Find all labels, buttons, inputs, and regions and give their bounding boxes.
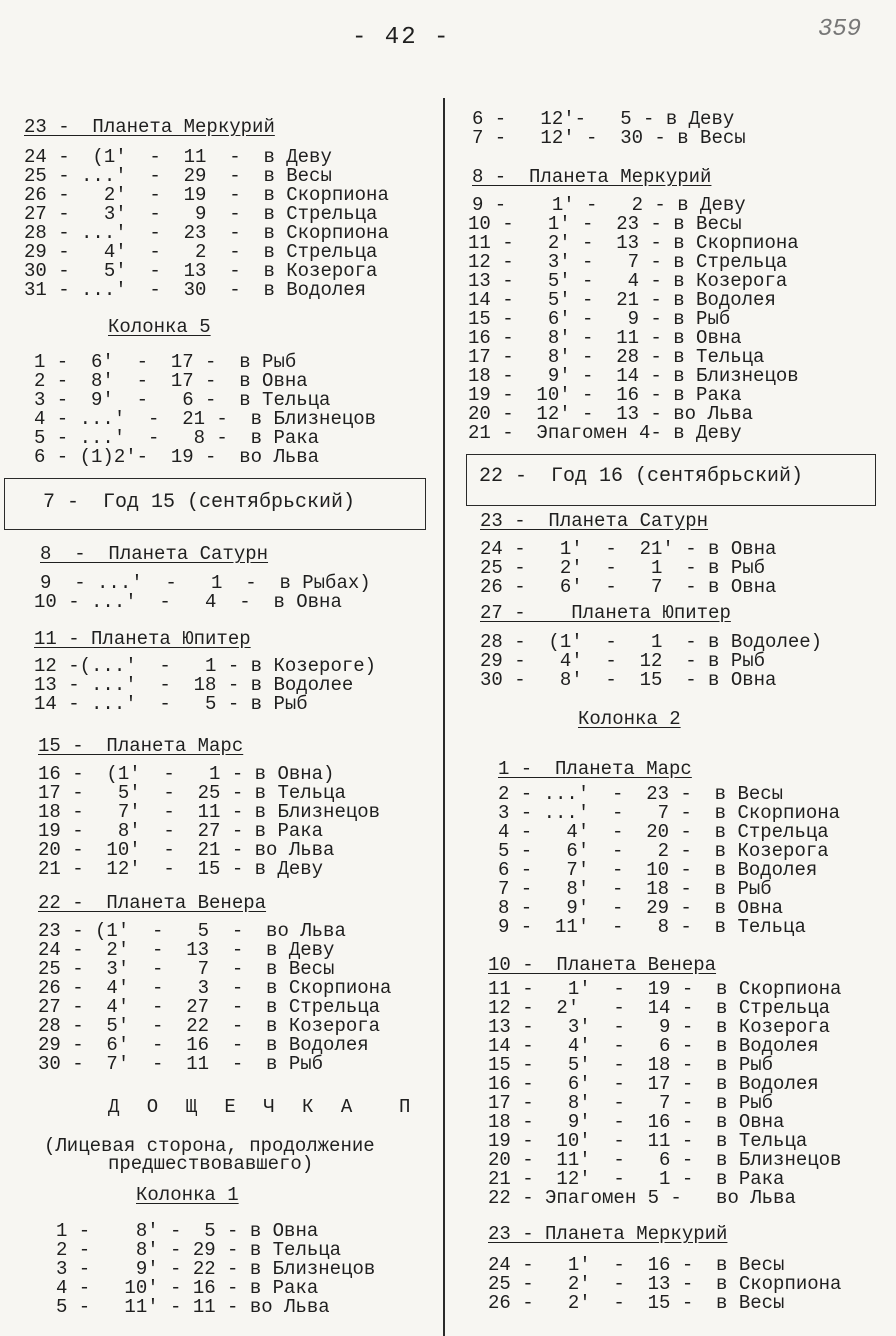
- right-row: 23 - Планета Меркурий: [488, 1223, 728, 1245]
- left-row: 28 - ...' - 23 - в Скорпиона: [24, 222, 389, 244]
- right-row: 2 - ...' - 23 - в Весы: [498, 783, 784, 805]
- page-number: - 42 -: [352, 24, 451, 51]
- left-row: 12 -(...' - 1 - в Козероге): [34, 655, 377, 677]
- right-row: 17 - 8' - 7 - в Рыб: [488, 1092, 774, 1114]
- left-row: 19 - 8' - 27 - в Рака: [38, 820, 324, 842]
- right-row: 13 - 5' - 4 - в Козерога: [468, 270, 788, 292]
- left-row: 18 - 7' - 11 - в Близнецов: [38, 801, 381, 823]
- right-row: 17 - 8' - 28 - в Тельца: [468, 346, 765, 368]
- column-heading: Колонка 2: [578, 708, 681, 730]
- right-row: 24 - 1' - 16 - в Весы: [488, 1254, 785, 1276]
- right-row: 7 - 8' - 18 - в Рыб: [498, 878, 772, 900]
- left-row: 25 - 3' - 7 - в Весы: [38, 958, 335, 980]
- right-row: 30 - 8' - 15 - в Овна: [480, 669, 777, 691]
- right-row: 6 - 7' - 10 - в Водолея: [498, 859, 818, 881]
- right-row: 16 - 8' - 11 - в Овна: [468, 327, 742, 349]
- left-row: 31 - ...' - 30 - в Водолея: [24, 279, 367, 301]
- right-row: 9 - 1' - 2 - в Деву: [472, 194, 746, 216]
- right-row: 22 - Эпагомен 5 - во Льва: [488, 1187, 796, 1209]
- right-row: 5 - 6' - 2 - в Козерога: [498, 840, 829, 862]
- right-row: 18 - 9' - 14 - в Близнецов: [468, 365, 799, 387]
- right-row: 26 - 2' - 15 - в Весы: [488, 1292, 785, 1314]
- right-row: 8 - 9' - 29 - в Овна: [498, 897, 784, 919]
- column-heading: Колонка 1: [136, 1184, 239, 1206]
- section-subtitle: (Лицевая сторона, продолжение: [44, 1135, 375, 1157]
- right-row: 21 - 12' - 1 - в Рака: [488, 1168, 785, 1190]
- left-row: 13 - ...' - 18 - в Водолее: [34, 674, 354, 696]
- year-box: [466, 454, 876, 506]
- left-row: 23 - (1' - 5 - во Льва: [38, 920, 346, 942]
- left-row: 2 - 8' - 17 - в Овна: [34, 370, 308, 392]
- right-row: 16 - 6' - 17 - в Водолея: [488, 1073, 819, 1095]
- left-row: 9 - ...' - 1 - в Рыбах): [40, 572, 371, 594]
- right-row: 3 - ...' - 7 - в Скорпиона: [498, 802, 841, 824]
- right-row: 6 - 12'- 5 - в Деву: [472, 108, 735, 130]
- left-row: 8 - Планета Сатурн: [40, 543, 269, 565]
- right-row: 11 - 1' - 19 - в Скорпиона: [488, 978, 842, 1000]
- left-row: 25 - ...' - 29 - в Весы: [24, 165, 332, 187]
- right-row: 26 - 6' - 7 - в Овна: [480, 576, 777, 598]
- right-row: 13 - 3' - 9 - в Козерога: [488, 1016, 831, 1038]
- left-row: 23 - Планета Меркурий: [24, 116, 275, 138]
- left-row: 11 - Планета Юпитер: [34, 628, 251, 650]
- left-row: 15 - Планета Марс: [38, 735, 244, 757]
- left-row: 3 - 9' - 6 - в Тельца: [34, 389, 331, 411]
- left-row: 24 - (1' - 11 - в Деву: [24, 146, 332, 168]
- right-row: 18 - 9' - 16 - в Овна: [488, 1111, 785, 1133]
- left-row: 29 - 4' - 2 - в Стрельца: [24, 241, 378, 263]
- right-row: 10 - Планета Венера: [488, 954, 717, 976]
- year-box-label: 22 - Год 16 (сентябрьский): [479, 465, 804, 488]
- year-box-label: 7 - Год 15 (сентябрьский): [43, 491, 356, 514]
- right-row: 4 - 4' - 20 - в Стрельца: [498, 821, 829, 843]
- left-row: 16 - (1' - 1 - в Овна): [38, 763, 335, 785]
- left-row: 4 - 10' - 16 - в Рака: [56, 1277, 319, 1299]
- left-row: 6 - (1)2'- 19 - во Льва: [34, 446, 320, 468]
- right-row: 19 - 10' - 16 - в Рака: [468, 384, 742, 406]
- right-row: 25 - 2' - 13 - в Скорпиона: [488, 1273, 842, 1295]
- right-row: 23 - Планета Сатурн: [480, 510, 709, 532]
- right-row: 21 - Эпагомен 4- в Деву: [468, 422, 742, 444]
- left-row: 2 - 8' - 29 - в Тельца: [56, 1239, 342, 1261]
- right-row: 10 - 1' - 23 - в Весы: [468, 213, 742, 235]
- right-row: 15 - 6' - 9 - в Рыб: [468, 308, 731, 330]
- right-row: 28 - (1' - 1 - в Водолее): [480, 631, 823, 653]
- left-row: 1 - 6' - 17 - в Рыб: [34, 351, 297, 373]
- column-divider: [443, 98, 445, 1336]
- left-row: 14 - ...' - 5 - в Рыб: [34, 693, 308, 715]
- left-row: 17 - 5' - 25 - в Тельца: [38, 782, 346, 804]
- left-row: 21 - 12' - 15 - в Деву: [38, 858, 324, 880]
- left-row: 3 - 9' - 22 - в Близнецов: [56, 1258, 376, 1280]
- left-row: 5 - 11' - 11 - во Льва: [56, 1296, 330, 1318]
- year-box: [4, 478, 426, 530]
- right-row: 15 - 5' - 18 - в Рыб: [488, 1054, 774, 1076]
- left-row: 10 - ...' - 4 - в Овна: [34, 591, 342, 613]
- left-row: 26 - 2' - 19 - в Скорпиона: [24, 184, 389, 206]
- right-row: 11 - 2' - 13 - в Скорпиона: [468, 232, 799, 254]
- right-row: 25 - 2' - 1 - в Рыб: [480, 557, 766, 579]
- left-row: 27 - 4' - 27 - в Стрельца: [38, 996, 381, 1018]
- left-row: 22 - Планета Венера: [38, 892, 267, 914]
- right-row: 1 - Планета Марс: [498, 758, 692, 780]
- right-row: 8 - Планета Меркурий: [472, 166, 712, 188]
- section-subtitle: предшествовавшего): [108, 1153, 314, 1175]
- right-row: 27 - Планета Юпитер: [480, 602, 731, 624]
- left-row: 27 - 3' - 9 - в Стрельца: [24, 203, 378, 225]
- left-row: 24 - 2' - 13 - в Деву: [38, 939, 335, 961]
- column-heading: Колонка 5: [108, 316, 211, 338]
- right-row: 20 - 12' - 13 - во Льва: [468, 403, 754, 425]
- right-row: 20 - 11' - 6 - в Близнецов: [488, 1149, 842, 1171]
- left-row: 30 - 5' - 13 - в Козерога: [24, 260, 378, 282]
- right-row: 24 - 1' - 21' - в Овна: [480, 538, 777, 560]
- right-row: 9 - 11' - 8 - в Тельца: [498, 916, 806, 938]
- right-row: 29 - 4' - 12 - в Рыб: [480, 650, 766, 672]
- right-row: 14 - 4' - 6 - в Водолея: [488, 1035, 819, 1057]
- right-row: 19 - 10' - 11 - в Тельца: [488, 1130, 808, 1152]
- left-row: 1 - 8' - 5 - в Овна: [56, 1220, 319, 1242]
- section-title: Д О Щ Е Ч К А П: [108, 1096, 419, 1118]
- left-row: 4 - ...' - 21 - в Близнецов: [34, 408, 377, 430]
- archive-number: 359: [818, 16, 862, 43]
- right-row: 12 - 2' - 14 - в Стрельца: [488, 997, 831, 1019]
- left-row: 30 - 7' - 11 - в Рыб: [38, 1053, 324, 1075]
- left-row: 29 - 6' - 16 - в Водолея: [38, 1034, 369, 1056]
- right-row: 12 - 3' - 7 - в Стрельца: [468, 251, 788, 273]
- right-row: 14 - 5' - 21 - в Водолея: [468, 289, 776, 311]
- right-row: 7 - 12' - 30 - в Весы: [472, 127, 746, 149]
- left-row: 20 - 10' - 21 - во Льва: [38, 839, 335, 861]
- left-row: 5 - ...' - 8 - в Рака: [34, 427, 320, 449]
- left-row: 28 - 5' - 22 - в Козерога: [38, 1015, 381, 1037]
- left-row: 26 - 4' - 3 - в Скорпиона: [38, 977, 392, 999]
